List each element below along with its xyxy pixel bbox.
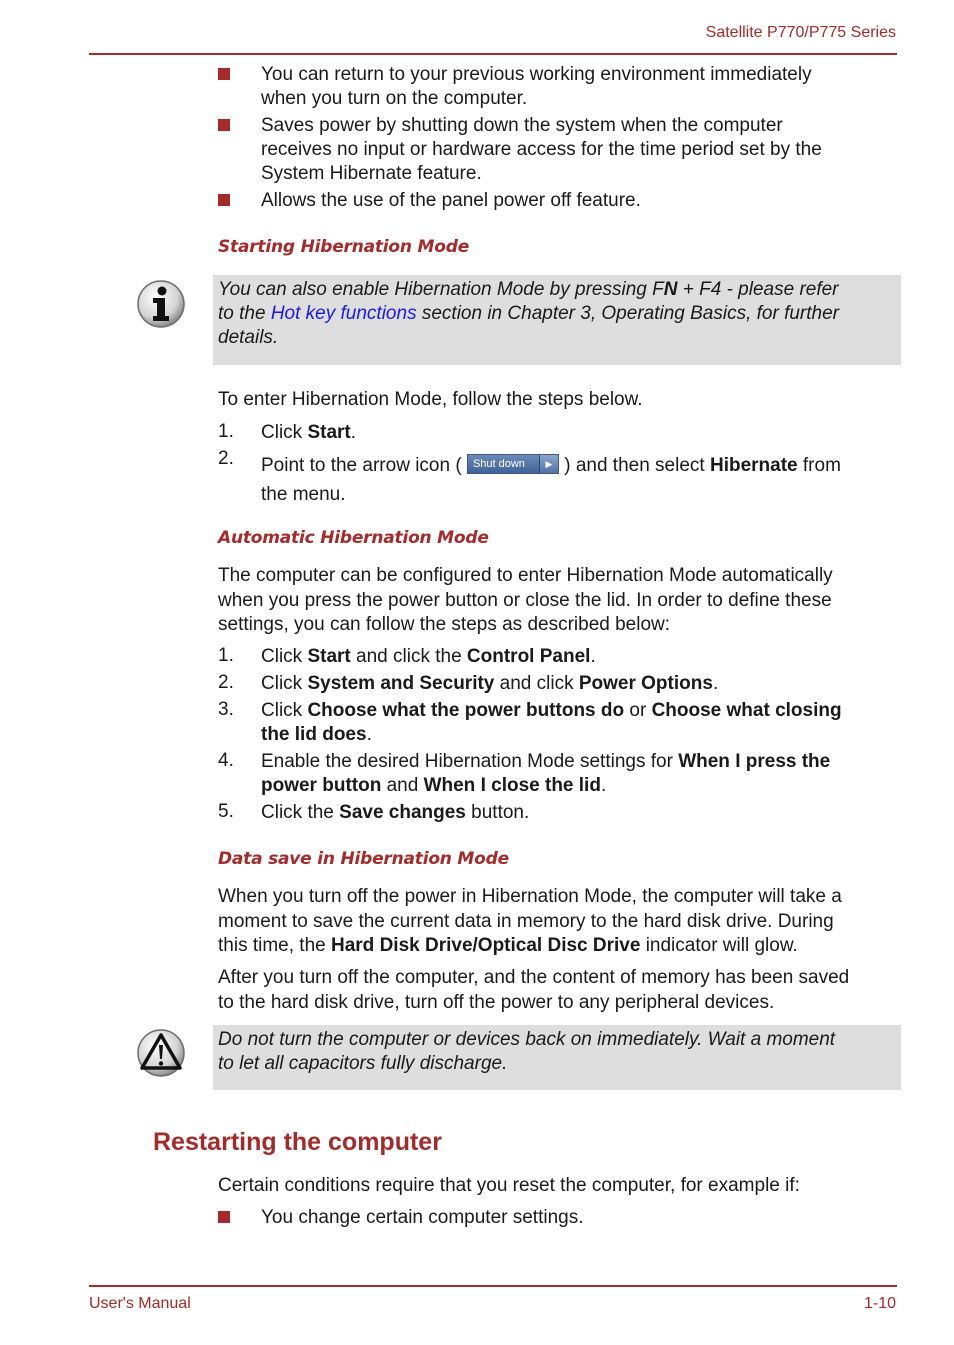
step-bold: When I press the (678, 751, 831, 772)
note-text-span: You can also enable Hibernation Mode by pressing F (218, 279, 664, 300)
paragraph (218, 885, 842, 959)
step-line (261, 750, 830, 774)
step-span: ) and then select (558, 455, 710, 476)
section-heading: Restarting the computer (153, 1128, 442, 1156)
list-item-line: Saves power by shutting down the system when the computer (261, 115, 783, 136)
note-text-span: section in Chapter 3, Operating Basics, for further (416, 303, 840, 324)
paragraph-span: indicator will glow. (640, 935, 798, 956)
step-span: button. (465, 802, 530, 823)
header-rule (89, 53, 897, 55)
note-text-span: + F4 - please refer (677, 279, 839, 300)
step-number: 4. (218, 750, 234, 771)
step-text (261, 672, 718, 696)
step-bold: the lid does (261, 724, 367, 745)
step-text (261, 421, 356, 445)
step-line (261, 451, 841, 480)
paragraph (218, 966, 849, 1015)
step-line (261, 699, 842, 723)
paragraph-line: settings, you can follow the steps as described below: (218, 614, 671, 635)
paragraph-line: The computer can be configured to enter Hibernation Mode automatically (218, 565, 833, 586)
step-text (261, 699, 842, 747)
subsection-heading: Starting Hibernation Mode (218, 237, 470, 257)
step-span: . (366, 724, 372, 745)
key-name: N (663, 279, 678, 300)
list-item (261, 189, 641, 213)
paragraph-line: After you turn off the computer, and the content of memory has been saved (218, 967, 850, 988)
step-text (261, 645, 596, 669)
warning-line: Do not turn the computer or devices back on immediately. Wait a moment (218, 1029, 836, 1050)
step-span: Click (261, 646, 308, 667)
paragraph-line: moment to save the current data in memory to the hard disk drive. During (218, 910, 834, 932)
paragraph-line (218, 934, 842, 959)
step-text (261, 750, 830, 798)
arrow-right-icon[interactable]: ▶ (539, 455, 558, 473)
step-number: 2. (218, 448, 234, 469)
paragraph (218, 564, 833, 638)
step-text (261, 451, 841, 509)
list-item: You change certain computer settings. (261, 1207, 584, 1228)
step-span: . (590, 646, 596, 667)
step-span: from (797, 455, 841, 476)
step-span: Point to the arrow icon ( (261, 455, 467, 476)
step-number: 1. (218, 421, 234, 442)
bullet-marker (218, 68, 230, 80)
bullet-marker (218, 1211, 230, 1223)
step-bold: Choose what the power buttons do (307, 700, 625, 721)
step-span: and click (494, 673, 579, 694)
shut-down-button[interactable] (467, 454, 559, 474)
list-item (261, 63, 812, 111)
step-span: . (600, 775, 607, 796)
warning-icon (135, 1027, 187, 1079)
note-text-span: to the (218, 303, 271, 324)
step-number: 3. (218, 699, 234, 720)
step-bold: power button (261, 775, 382, 796)
step-bold: When I close the lid (423, 775, 601, 796)
step-line (261, 774, 830, 798)
step-bold: System and Security (307, 673, 495, 694)
subsection-heading: Automatic Hibernation Mode (218, 528, 489, 548)
bullet-marker (218, 119, 230, 131)
step-span: and click the (350, 646, 467, 667)
step-bold: Choose what closing (651, 700, 842, 721)
list-item-line: Allows the use of the panel power off feature. (261, 190, 641, 211)
step-bold: Start (307, 646, 351, 667)
step-line: the menu. (261, 484, 346, 505)
step-bold: Control Panel (466, 646, 591, 667)
step-text (261, 801, 529, 825)
step-bold: Hibernate (709, 455, 798, 476)
footer-rule (89, 1285, 897, 1287)
note-line (218, 278, 888, 302)
subsection-heading: Data save in Hibernation Mode (218, 849, 509, 869)
paragraph-bold: Hard Disk Drive/Optical Disc Drive (331, 935, 641, 956)
note-line: details. (218, 327, 279, 348)
step-span: Click (261, 673, 308, 694)
step-bold: Start (307, 422, 351, 443)
paragraph: To enter Hibernation Mode, follow the steps below. (218, 389, 643, 410)
footer-title: User's Manual (89, 1295, 191, 1312)
page-number: 1-10 (863, 1295, 896, 1312)
step-span: and (381, 775, 424, 796)
step-span: or (624, 700, 652, 721)
note-text (218, 278, 888, 350)
list-item (261, 114, 822, 186)
running-header: Satellite P770/P775 Series (705, 24, 896, 41)
step-span: . (712, 673, 719, 694)
paragraph-line: When you turn off the power in Hibernation Mode, the computer will take a (218, 886, 842, 907)
bullet-marker (218, 194, 230, 206)
step-span: Click the (261, 802, 340, 823)
step-line (261, 723, 842, 747)
warning-line: to let all capacitors fully discharge. (218, 1053, 508, 1074)
paragraph-span: this time, the (218, 935, 331, 956)
note-line (218, 302, 888, 326)
step-number: 1. (218, 645, 234, 666)
step-span: Enable the desired Hibernation Mode settings for (261, 751, 679, 772)
list-item-line: when you turn on the computer. (261, 88, 528, 109)
step-bold: Power Options (578, 673, 713, 694)
info-icon (135, 278, 187, 330)
step-number: 5. (218, 801, 234, 822)
list-item-line: System Hibernate feature. (261, 163, 482, 184)
step-span: Click (261, 700, 308, 721)
warning-text (218, 1028, 888, 1076)
step-span: Click (261, 422, 308, 443)
paragraph-line: to the hard disk drive, turn off the power to any peripheral devices. (218, 991, 775, 1013)
paragraph: Certain conditions require that you reset the computer, for example if: (218, 1175, 800, 1196)
shut-down-button-label: Shut down (472, 457, 525, 470)
step-span: . (350, 422, 357, 443)
step-bold: Save changes (339, 802, 466, 823)
step-number: 2. (218, 672, 234, 693)
hot-key-functions-link[interactable]: Hot key functions (270, 303, 417, 324)
list-item-line: You can return to your previous working environment immediately (261, 64, 812, 85)
list-item-line: receives no input or hardware access for the time period set by the (261, 139, 822, 160)
paragraph-line: when you press the power button or close the lid. In order to define these (218, 589, 832, 611)
